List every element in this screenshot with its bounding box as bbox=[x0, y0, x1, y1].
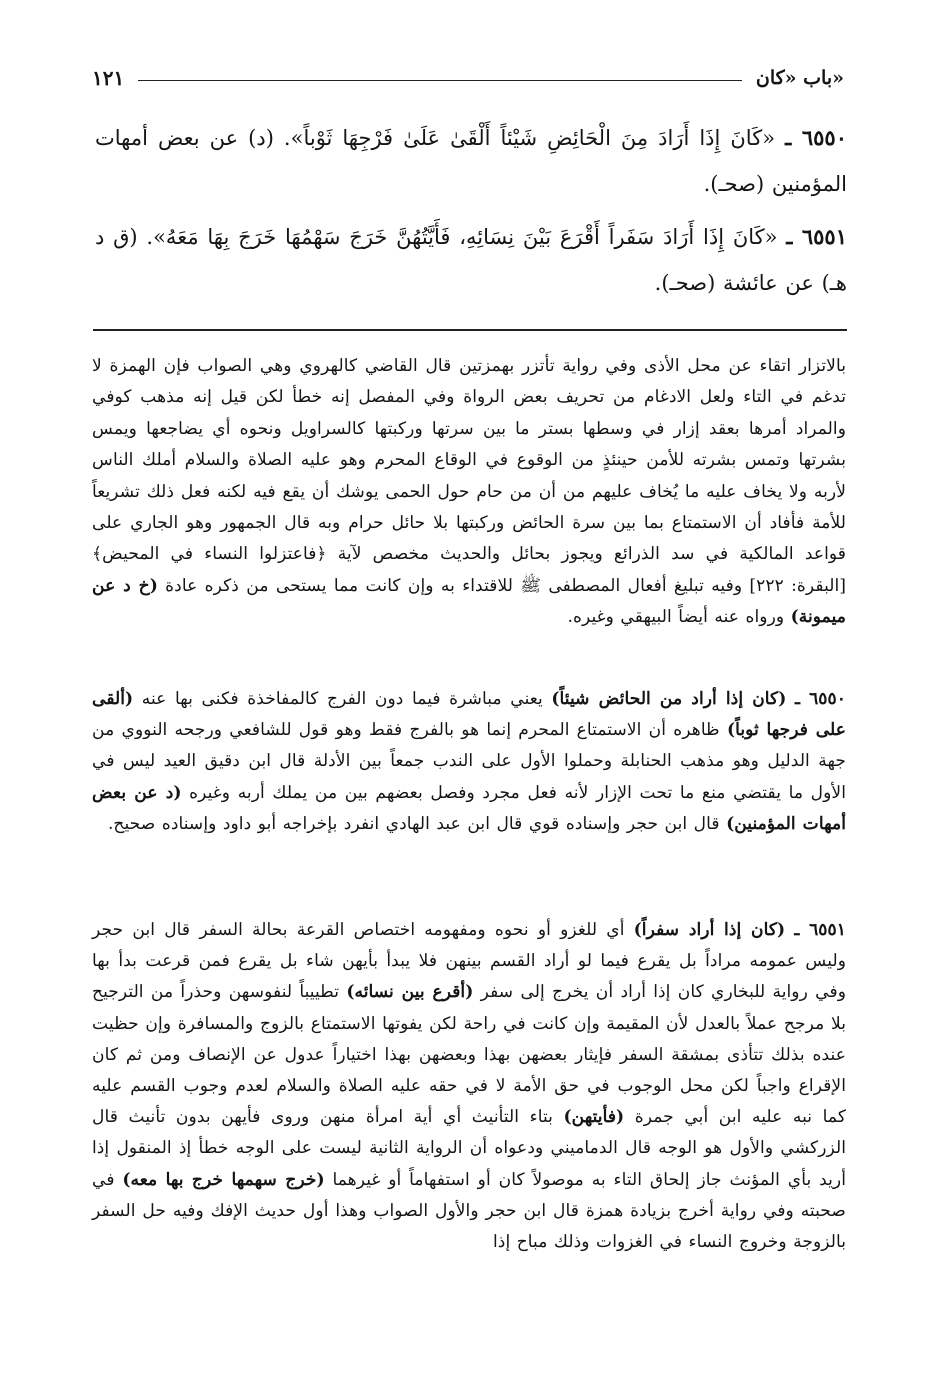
source-reference: (خ د عن ميمونة) bbox=[92, 575, 846, 628]
commentary-text: في صحبته وفي رواية أخرج بزيادة همزة قال ابن حجر والأول الصواب وهذا أول حديث الإفك وفيه حل السفر بالزوجة وخروج النساء في الغزوات وذلك مباح إذا bbox=[92, 1169, 846, 1253]
commentary-text: أي للغزو أو نحوه ومفهومه اختصاص القرعة بحالة السفر قال ابن حجر وليس عمومه مراداً بل يقرع فيما لو أراد القسم بينهن فلا يبدأ بأيهن شاء بل يقرع فمن قرعت بدأ بها وفي رواية للبخاري كان إذا أراد أن يخرج إلى سفر bbox=[92, 920, 847, 1003]
quoted-phrase: (خرج سهمها خرج بها معه) bbox=[122, 1169, 325, 1190]
hadith-text: «كَانَ إِذَا أَرَادَ سَفَراً أَقْرَعَ بَيْنَ نِسَائِهِ، فَأَيَّتُهُنَّ خَرَجَ سَهْمُهَا خَرَجَ بِهَا مَعَهُ». (ق د هـ) عن عائشة (صحـ). bbox=[95, 225, 847, 295]
commentary-text: ظاهره أن الاستمتاع المحرم إنما هو بالفرج فقط وهو قول للشافعي ورجحه النووي من جهة الدليل وهو مذهب الحنابلة وحملوا الأول على الندب جمعاً بين الأدلة قال ابن دقيق العيد ليس في الأول ما يقتضي منع ما تحت الإزار لأنه فعل مجرد وفصل بعضهم بين من يملك أربه وغيره bbox=[92, 720, 846, 803]
footnote-divider bbox=[93, 329, 847, 331]
commentary-continuation bbox=[92, 351, 846, 634]
commentary-text: تطييباً لنفوسهن وحذراً من الترجيح بلا مرجح عملاً بالعدل لأن المقيمة وإن كانت في راحة لكن يفوتها الاستمتاع بالزوج والمسافرة وإن حظيت عنده بذلك تتأذى بمشقة السفر فإيثار بعضهن بهذا وبعضهن بهذا اختياراً عدول عن الإنصاف ومن ثم كان الإقراع واجباً لكن محل الوجوب في حق الأمة لا في حقه عليه الصلاة والسلام لعدم وجوب القسم عليه كما نبه عليه ابن أبي جمرة bbox=[92, 982, 846, 1128]
hadith-number: ٦٥٥١ ـ bbox=[786, 224, 847, 249]
chapter-title: باب «كان» bbox=[755, 67, 844, 89]
quoted-phrase: (فأيتهن) bbox=[563, 1107, 625, 1128]
commentary-text: قال ابن حجر وإسناده قوي قال ابن عبد الهادي انفرد بإخراجه أبو داود وإسناده صحيح. bbox=[107, 813, 720, 834]
quoted-phrase: (أقرع بين نسائه) bbox=[346, 982, 474, 1003]
quoted-phrase: (كان إذا أراد من الحائض شيئاً) bbox=[551, 689, 787, 709]
note-number: ٦٥٥٠ ـ bbox=[794, 689, 847, 709]
quoted-phrase: (كان إذا أراد سفراً) bbox=[633, 920, 786, 940]
commentary-text: ورواه عنه أيضاً البيهقي وغيره. bbox=[567, 607, 785, 628]
commentary-6551 bbox=[92, 915, 846, 1258]
header-rule bbox=[138, 80, 742, 81]
commentary-text: يعني مباشرة فيما دون الفرج كالمفاخذة فكنى بها عنه bbox=[141, 689, 543, 709]
hadith-text: «كَانَ إِذَا أَرَادَ مِنَ الْحَائِضِ شَيْئاً أَلْقَىٰ عَلَىٰ فَرْجِهَا ثَوْباً». (د) عن بعض أمهات المؤمنين (صحـ). bbox=[95, 126, 847, 196]
source-reference: (د عن بعض أمهات المؤمنين) bbox=[92, 782, 846, 834]
page-number: ١٢١ bbox=[92, 66, 125, 90]
hadith-6551 bbox=[95, 214, 847, 306]
quoted-phrase: (ألقى على فرجها ثوباً) bbox=[92, 689, 846, 741]
commentary-text: بالاتزار اتقاء عن محل الأذى وفي رواية تأتزر بهمزتين قال القاضي كالهروي وهي الصواب فإن الهمزة لا تدغم في التاء ولعل الادغام من تحريف بعض الرواة وفي المفصل إنه خطأ لكن قيل إنه مذهب كوفي والمراد أمرها بعقد إزار في وسطها بستر ما بين سرتها وركبتها كالسراويل ونحوه أي يضاجعها ويمس بشرتها وتمس بشرته للأمن حينئذٍ من الوقوع في الوقاع المحرم وهو عليه الصلاة والسلام أملك الناس لأربه ولا يخاف عليه ما يُخاف عليهم من أن من حام حول الحمى يوشك أن يقع فيه لكنه فعل ذلك تشريعاً للأمة فأفاد أن الاستمتاع بما بين سرة الحائض وركبتها بلا حائل حرام وبه قال الجمهور وهو الجاري على قواعد المالكية في سد الذرائع ويجوز بحائل والحديث مخصص لآية ﴿فاعتزلوا النساء في المحيض﴾ [البقرة: ٢٢٢] وفيه تبليغ أفعال المصطفى ﷺ للاقتداء به وإن كانت مما يستحى من ذكره عادة bbox=[92, 356, 847, 596]
running-header bbox=[92, 58, 844, 98]
note-number: ٦٥٥١ ـ bbox=[794, 920, 846, 940]
hadith-6550 bbox=[95, 115, 847, 207]
commentary-6550 bbox=[92, 684, 846, 840]
hadith-number: ٦٥٥٠ ـ bbox=[785, 125, 847, 150]
commentary-text: بتاء التأنيث أي أية امرأة منهن وروى فأيهن بدون تأنيث قال الزركشي والأول هو الوجه قال الدماميني ودعواه أن الرواية الثانية ليست على الوجه خطأ إذ المنقول إذا أريد بأي المؤنث جاز إلحاق التاء به موصولاً كان أو استفهاماً أو غيرهما bbox=[92, 1107, 847, 1190]
